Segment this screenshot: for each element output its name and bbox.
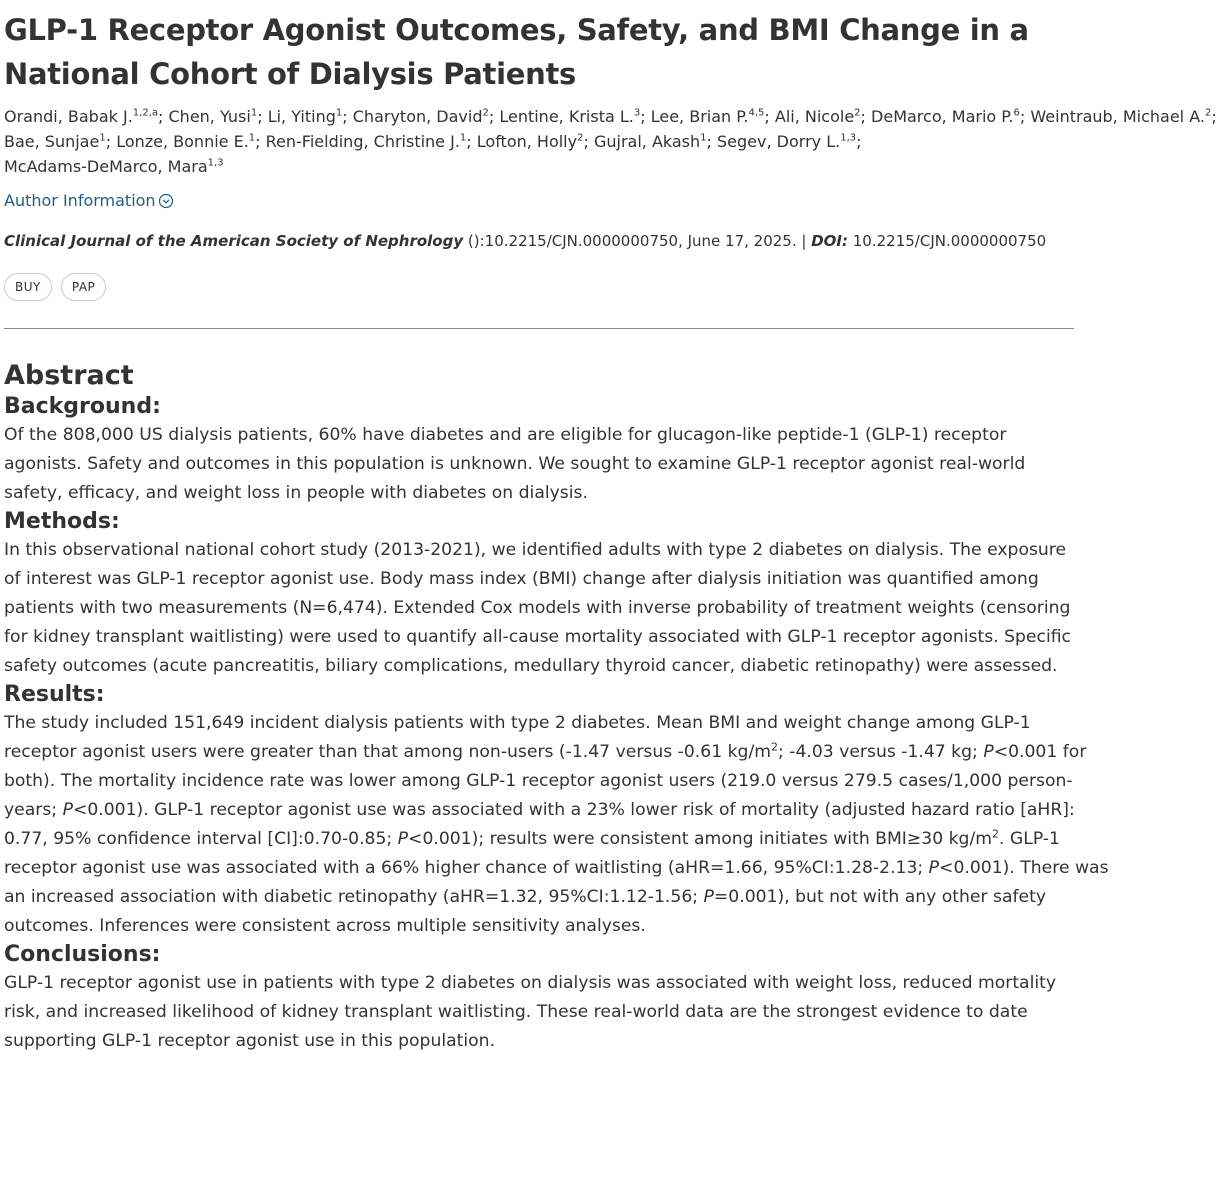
author-name[interactable]: McAdams-DeMarco, Mara <box>4 157 208 176</box>
text-run: an increased association with diabetic retinopathy (aHR=1.32, 95%CI:1.12-1.56; <box>4 887 704 907</box>
p-symbol: P <box>703 887 714 907</box>
buy-button[interactable]: BUY <box>4 273 52 301</box>
author-list: Orandi, Babak J.$^{1,2,a}$; Chen, Yusi$^1$; Li, Yiting$^1$; Charyton, David$^2$; Lentine, Krista L.$^3$; Lee, Brian P.$^{4,5}$; Ali, Nicole$^2$; DeMarco, Mario P.$^6$; Weintraub, Michael A.$^2$; Bae, Sunjae$^1$; Lonze, Bonnie E.$^1$; Ren-Fielding, Christine J.$^1$; Lofton, Holly$^2$; Gujral, Akash$^1$; Segev, Dorry L.$^{1,3}$; McAdams-DeMarco, Mara$^{1,3}$ <box>4 107 1217 176</box>
methods-text <box>4 536 1074 681</box>
author-information-label: Author Information <box>4 191 156 210</box>
author-affiliation: 1 <box>700 132 707 144</box>
text-line: safety outcomes (acute pancreatitis, biliary complications, medullary thyroid cancer, diabetic retinopathy) were assessed. <box>4 656 1058 676</box>
background-text <box>4 421 1074 508</box>
article-title <box>4 0 1074 96</box>
text-line: The study included 151,649 incident dialysis patients with type 2 diabetes. Mean BMI and weight change among GLP-1 <box>4 713 1031 733</box>
author-name[interactable]: Lonze, Bonnie E. <box>116 132 249 151</box>
background-heading: Background: <box>4 394 161 419</box>
author-name[interactable]: Charyton, David <box>352 107 483 126</box>
author-affiliation: 1,2,a <box>132 107 159 119</box>
text-run: <0.001); results were consistent among initiates with BMI≥30 kg/m <box>408 829 992 849</box>
citation <box>4 230 1074 252</box>
p-symbol: P <box>928 858 940 878</box>
author-affiliation: 6 <box>1013 107 1020 119</box>
citation-details: ():10.2215/CJN.0000000750, June 17, 2025. | <box>463 232 812 250</box>
author-affiliation: 3 <box>633 107 641 119</box>
author-name[interactable]: DeMarco, Mario P. <box>871 107 1014 126</box>
doi-value[interactable]: 10.2215/CJN.0000000750 <box>848 232 1047 250</box>
divider <box>4 328 1074 329</box>
author-affiliation: 2 <box>1204 107 1212 119</box>
text-run: =0.001), but not with any other safety <box>713 887 1047 907</box>
author-information-toggle[interactable] <box>4 190 174 212</box>
author-name[interactable]: Lee, Brian P. <box>650 107 749 126</box>
chevron-down-circle-icon <box>158 193 174 209</box>
superscript: 2 <box>992 827 999 841</box>
text-line: supporting GLP-1 receptor agonist use in this population. <box>4 1031 496 1051</box>
text-line: for kidney transplant waitlisting) were used to quantify all-cause mortality associated with GLP-1 receptor agonists. Specific <box>4 627 1071 647</box>
author-name[interactable]: Segev, Dorry L. <box>717 132 841 151</box>
text-line: Of the 808,000 US dialysis patients, 60% have diabetes and are eligible for glucagon-like peptide-1 (GLP-1) receptor <box>4 425 1007 445</box>
superscript: 2 <box>770 740 778 754</box>
text-line: GLP-1 receptor agonist use in patients with type 2 diabetes on dialysis was associated with weight loss, reduced mortality <box>4 973 1057 993</box>
text-line: risk, and increased likelihood of kidney transplant waitlisting. These real-world data are the strongest evidence to date <box>4 1002 1028 1022</box>
action-buttons <box>4 273 1074 301</box>
text-run: <0.001). There was <box>939 858 1109 878</box>
author-name[interactable]: Weintraub, Michael A. <box>1030 107 1205 126</box>
text-line: patients with two measurements (N=6,474). Extended Cox models with inverse probability of treatment weights (censoring <box>4 598 1071 618</box>
journal-name[interactable]: Clinical Journal of the American Society of Nephrology <box>4 232 464 250</box>
text-line: In this observational national cohort study (2013-2021), we identified adults with type 2 diabetes on dialysis. The exposure <box>4 540 1067 560</box>
p-symbol: P <box>397 829 409 849</box>
author-affiliation: 1 <box>250 107 258 119</box>
text-line: both). The mortality incidence rate was lower among GLP-1 receptor agonist users (219.0 versus 279.5 cases/1,000 person- <box>4 771 1073 791</box>
pap-button[interactable]: PAP <box>61 273 106 301</box>
author-affiliation: 1 <box>335 107 343 119</box>
author-name[interactable]: Li, Yiting <box>267 107 336 126</box>
text-line: outcomes. Inferences were consistent across multiple sensitivity analyses. <box>4 916 646 936</box>
p-symbol: P <box>983 742 994 762</box>
text-run: <0.001). GLP-1 receptor agonist use was associated with a 23% lower risk of mortality (adjusted hazard ratio [aHR]: <box>72 800 1075 820</box>
author-affiliation: 1,3 <box>207 157 224 169</box>
text-run: <0.001 for <box>993 742 1087 762</box>
text-line: safety, efficacy, and weight loss in people with diabetes on dialysis. <box>4 483 588 503</box>
text-line: of interest was GLP-1 receptor agonist use. Body mass index (BMI) change after dialysis initiation was quantified among <box>4 569 1039 589</box>
author-name[interactable]: Lentine, Krista L. <box>499 107 634 126</box>
conclusions-text <box>4 969 1074 1056</box>
author-name[interactable]: Gujral, Akash <box>593 132 701 151</box>
author-affiliation: 2 <box>854 107 861 119</box>
author-name[interactable]: Lofton, Holly <box>476 132 578 151</box>
title-line-1: GLP-1 Receptor Agonist Outcomes, Safety, and BMI Change in a <box>4 13 1029 47</box>
conclusions-heading: Conclusions: <box>4 942 161 967</box>
text-run: ; -4.03 versus -1.47 kg; <box>777 742 984 762</box>
author-affiliation: 1 <box>248 132 256 144</box>
author-name[interactable]: Chen, Yusi <box>168 107 251 126</box>
text-line: agonists. Safety and outcomes in this population is unknown. We sought to examine GLP-1 receptor agonist real-world <box>4 454 1026 474</box>
author-name[interactable]: Ren-Fielding, Christine J. <box>265 132 460 151</box>
results-text <box>4 709 1109 941</box>
text-run: . GLP-1 <box>999 829 1060 849</box>
text-run: receptor agonist users were greater than that among non-users (-1.47 versus -0.61 kg/m <box>4 742 771 762</box>
author-affiliation: 1 <box>99 132 106 144</box>
title-line-2: National Cohort of Dialysis Patients <box>4 57 576 91</box>
methods-heading: Methods: <box>4 509 120 534</box>
abstract-heading: Abstract <box>4 360 134 391</box>
author-name[interactable]: Orandi, Babak J. <box>4 107 133 126</box>
author-affiliation: 2 <box>577 132 584 144</box>
author-name[interactable]: Bae, Sunjae <box>4 132 100 151</box>
author-affiliation: 1 <box>459 132 467 144</box>
author-affiliation: 4,5 <box>748 107 765 119</box>
results-heading: Results: <box>4 682 105 707</box>
author-affiliation: 1,3 <box>840 132 857 144</box>
text-run: receptor agonist use was associated with a 66% higher chance of waitlisting (aHR=1.66, 95%CI:1.28-2.13; <box>4 858 929 878</box>
text-run: years; <box>4 800 63 820</box>
author-affiliation: 2 <box>482 107 489 119</box>
p-symbol: P <box>62 800 73 820</box>
author-name[interactable]: Ali, Nicole <box>774 107 855 126</box>
doi-label: DOI: <box>811 232 848 250</box>
text-run: 0.77, 95% confidence interval [CI]:0.70-0.85; <box>4 829 398 849</box>
